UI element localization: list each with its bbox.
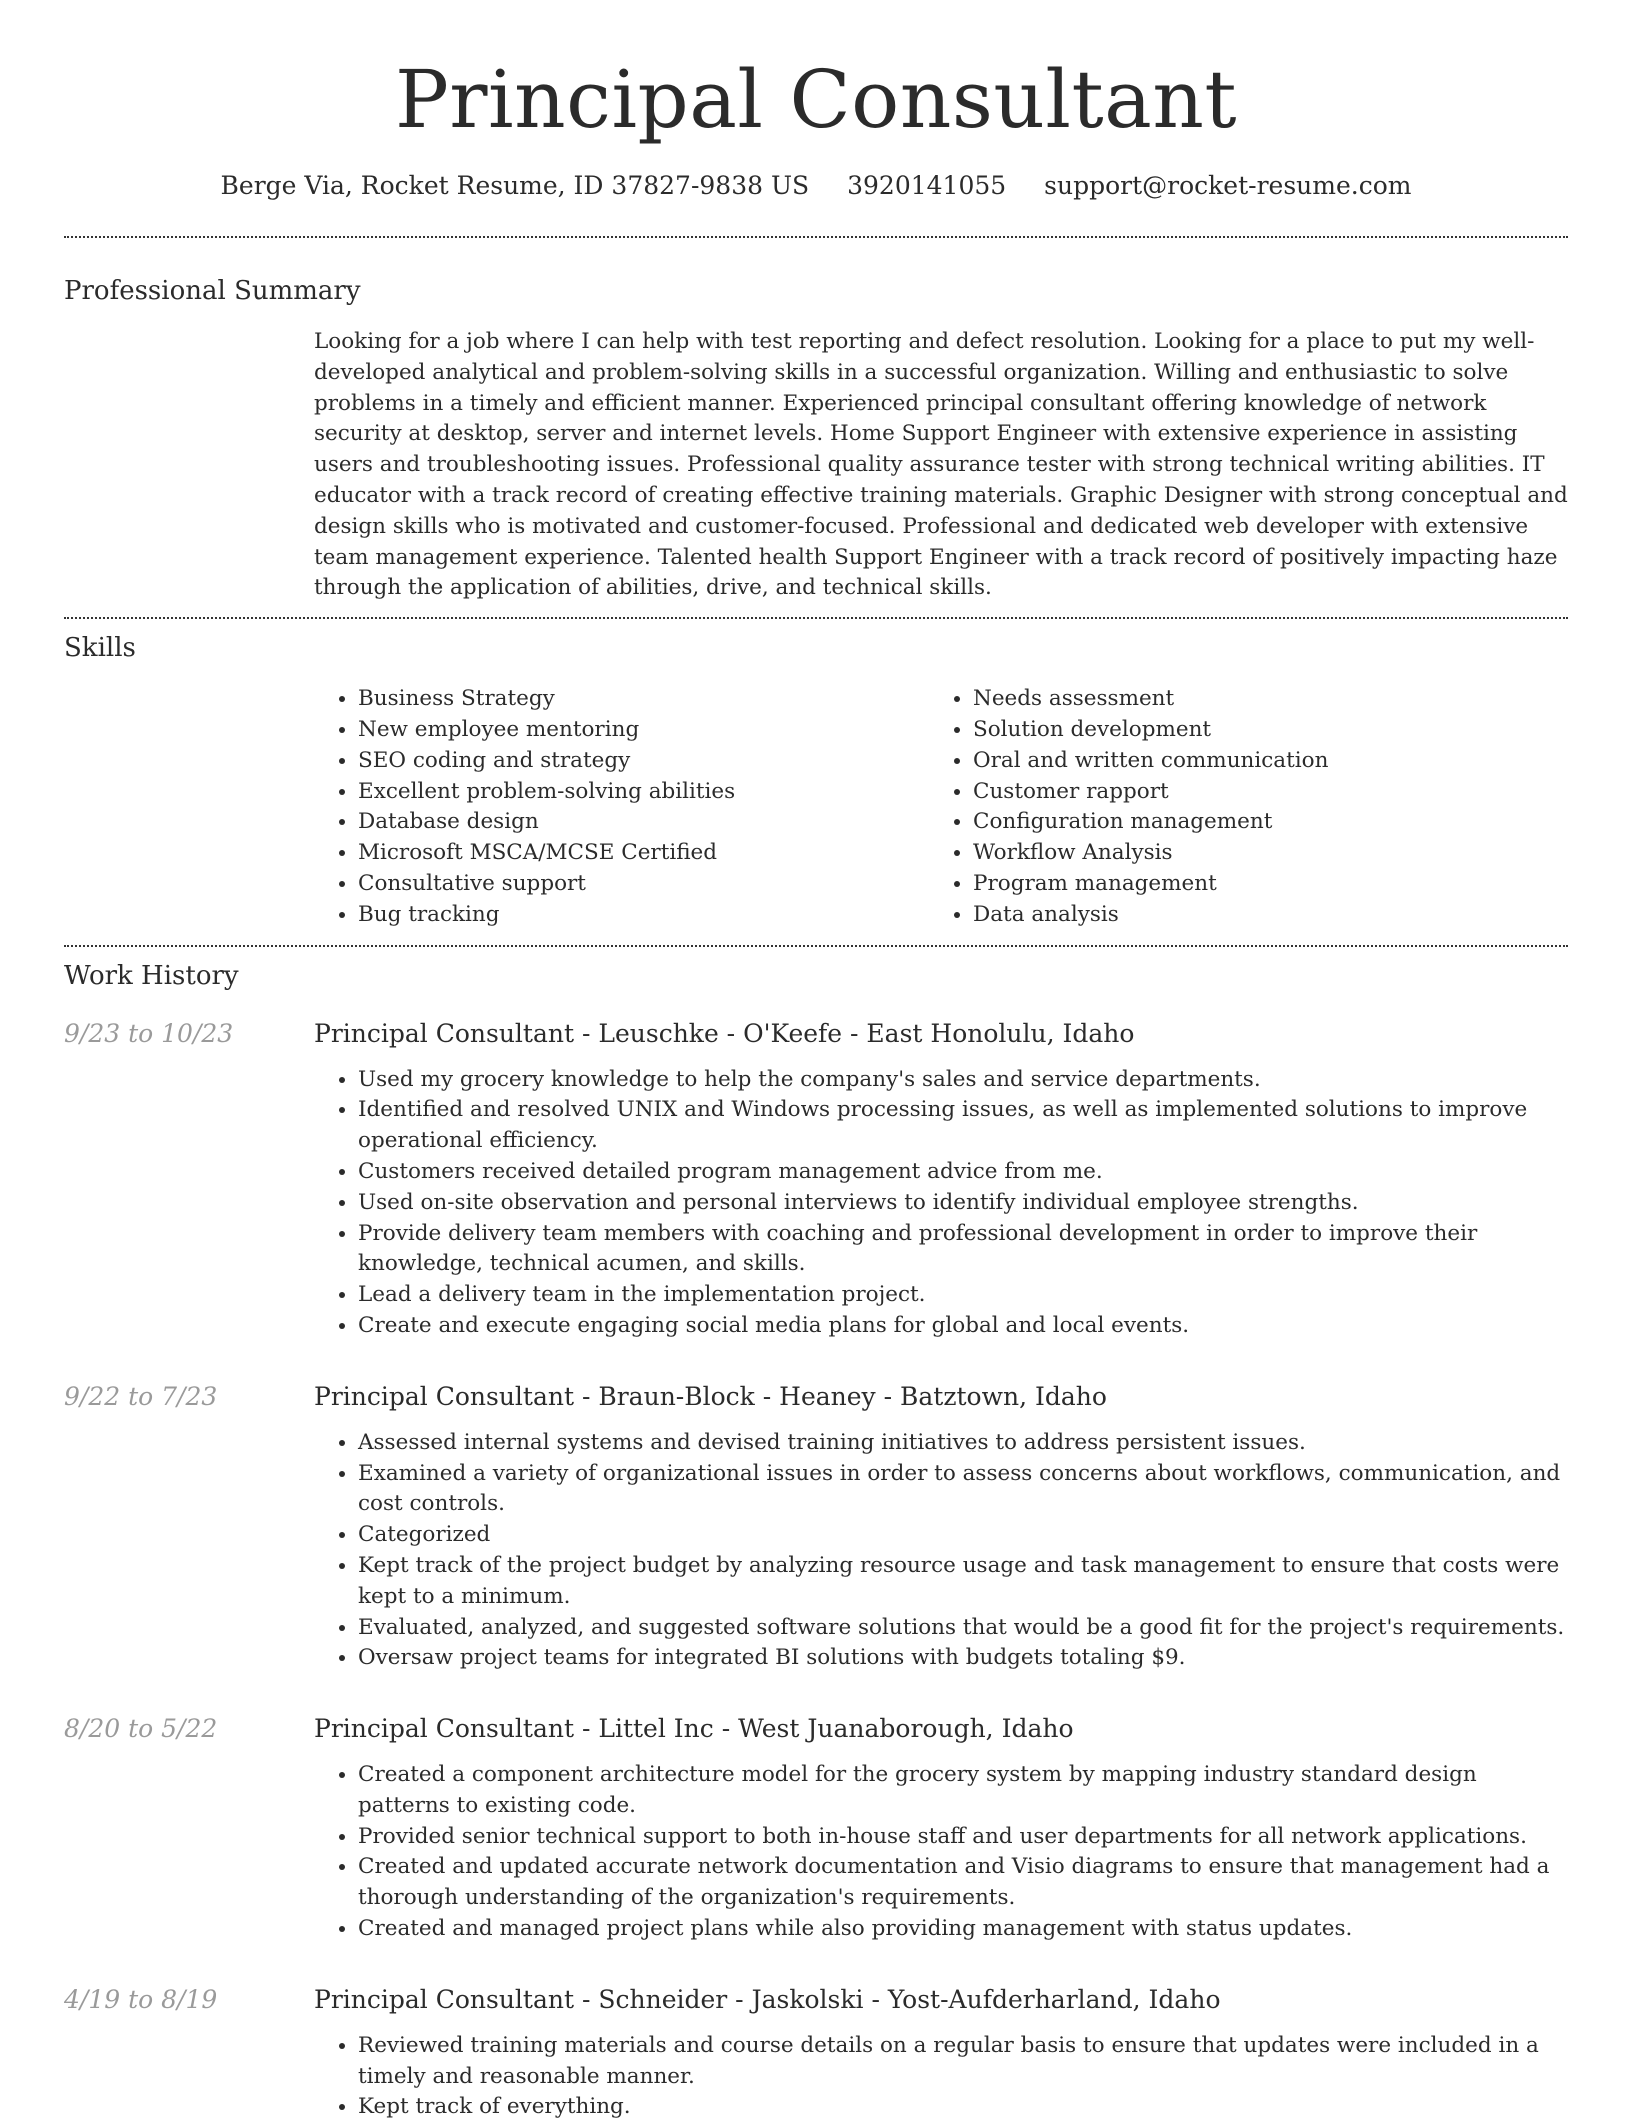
summary-text: Looking for a job where I can help with test reporting and defect resolution. Looking for a place to put my well-developed analytical and problem-solving skills in a successful organization. Willing and enthusiastic to solve problems in a timely and efficient manner. Experienced principal consultant offering knowledge of network security at desktop, server and internet levels. Home Support Engineer with extensive experience in assisting users and troubleshooting issues. Professional quality assurance tester with strong technical writing abilities. IT educator with a track record of creating effective training materials. Graphic Designer with strong conceptual and design skills who is motivated and customer-focused. Professional and dedicated web developer with extensive team management experience. Talented health Support Engineer with a track record of positively impacting haze through the application of abilities, drive, and technical skills. — [314, 329, 1568, 601]
job-bullet: • Customers received detailed program management advice from me. — [358, 1157, 1568, 1188]
job-bullets — [314, 1760, 1568, 1945]
skill-item: • Customer rapport — [973, 777, 1544, 808]
job-bullet: • Reviewed training materials and course details on a regular basis to ensure that updates were included in a timely and reasonable manner. — [358, 2031, 1568, 2093]
skill-item: • Excellent problem-solving abilities — [358, 777, 929, 808]
job-bullet: • Created a component architecture model for the grocery system by mapping industry standard design patterns to existing code. — [358, 1760, 1568, 1822]
job-bullet: • Create and execute engaging social media plans for global and local events. — [358, 1311, 1568, 1342]
skill-item: • Workflow Analysis — [973, 838, 1544, 869]
job-bullet: • Created and managed project plans while also providing management with status updates. — [358, 1914, 1568, 1945]
skill-item: • Business Strategy — [358, 684, 929, 715]
job-bullet: • Lead a delivery team in the implementation project. — [358, 1280, 1568, 1311]
job-bullets — [314, 1065, 1568, 1342]
skill-item: • Solution development — [973, 715, 1544, 746]
job-bullet: • Kept track of everything. — [358, 2092, 1568, 2123]
skill-item: • Configuration management — [973, 807, 1544, 838]
skills-list-right — [929, 684, 1544, 930]
job-bullet: • Oversaw project teams for integrated BI solutions with budgets totaling $9. — [358, 1643, 1568, 1674]
skill-item: • SEO coding and strategy — [358, 746, 929, 777]
work-section — [64, 947, 1568, 2123]
job-bullet: • Used my grocery knowledge to help the company's sales and service departments. — [358, 1065, 1568, 1096]
job-date: 4/19 to 8/19 — [64, 1984, 218, 2014]
summary-title: Professional Summary — [64, 276, 361, 306]
job-title: Principal Consultant - Schneider - Jaskolski - Yost-Aufderharland, Idaho — [314, 1984, 1221, 2014]
contact-phone: 3920141055 — [847, 171, 1007, 200]
skill-item: • Oral and written communication — [973, 746, 1544, 777]
job-title: Principal Consultant - Littel Inc - West Juanaborough, Idaho — [314, 1714, 1074, 1744]
job-bullet: • Created and updated accurate network documentation and Visio diagrams to ensure that management had a thorough understanding of the organization's requirements. — [358, 1852, 1568, 1914]
skill-item: • Program management — [973, 869, 1544, 900]
job-bullet: • Kept track of the project budget by analyzing resource usage and task management to ensure that costs were kept to a minimum. — [358, 1551, 1568, 1613]
skill-item: • Microsoft MSCA/MCSE Certified — [358, 838, 929, 869]
job-bullet: • Identified and resolved UNIX and Windows processing issues, as well as implemented solutions to improve operational efficiency. — [358, 1095, 1568, 1157]
job-bullets — [314, 2031, 1568, 2123]
skill-item: • Consultative support — [358, 869, 929, 900]
summary-section — [64, 238, 1568, 604]
job-bullet: • Provided senior technical support to both in-house staff and user departments for all network applications. — [358, 1822, 1568, 1853]
skill-item: • Data analysis — [973, 900, 1544, 931]
job-bullet: • Assessed internal systems and devised training initiatives to address persistent issues. — [358, 1428, 1568, 1459]
skills-section — [64, 619, 1568, 930]
job-entry — [64, 1017, 1568, 1342]
skills-list-left — [314, 684, 929, 930]
skill-item: • New employee mentoring — [358, 715, 929, 746]
job-date: 9/23 to 10/23 — [64, 1018, 234, 1048]
skill-item: • Bug tracking — [358, 900, 929, 931]
job-date: 8/20 to 5/22 — [64, 1714, 218, 1744]
job-bullet: • Used on-site observation and personal interviews to identify individual employee strengths. — [358, 1188, 1568, 1219]
job-entry — [64, 1712, 1568, 1945]
contact-line — [64, 168, 1568, 204]
job-bullets — [314, 1428, 1568, 1674]
job-title: Principal Consultant - Leuschke - O'Keefe - East Honolulu, Idaho — [314, 1018, 1135, 1048]
job-date: 9/22 to 7/23 — [64, 1381, 218, 1411]
skills-title: Skills — [64, 633, 136, 664]
contact-email: support@rocket-resume.com — [1044, 171, 1412, 200]
skill-item: • Needs assessment — [973, 684, 1544, 715]
candidate-name: Principal Consultant — [394, 53, 1238, 146]
work-title: Work History — [64, 960, 239, 991]
skill-item: • Database design — [358, 807, 929, 838]
job-bullet: • Categorized — [358, 1520, 1568, 1551]
contact-address: Berge Via, Rocket Resume, ID 37827-9838 US — [220, 171, 810, 200]
job-title: Principal Consultant - Braun-Block - Heaney - Batztown, Idaho — [314, 1381, 1107, 1411]
job-bullet: • Examined a variety of organizational issues in order to assess concerns about workflows, communication, and cost controls. — [358, 1459, 1568, 1521]
job-bullet: • Evaluated, analyzed, and suggested software solutions that would be a good fit for the project's requirements. — [358, 1613, 1568, 1644]
job-entry — [64, 1380, 1568, 1674]
job-bullet: • Provide delivery team members with coaching and professional development in order to improve their knowledge, technical acumen, and skills. — [358, 1219, 1568, 1281]
job-entry — [64, 1983, 1568, 2123]
